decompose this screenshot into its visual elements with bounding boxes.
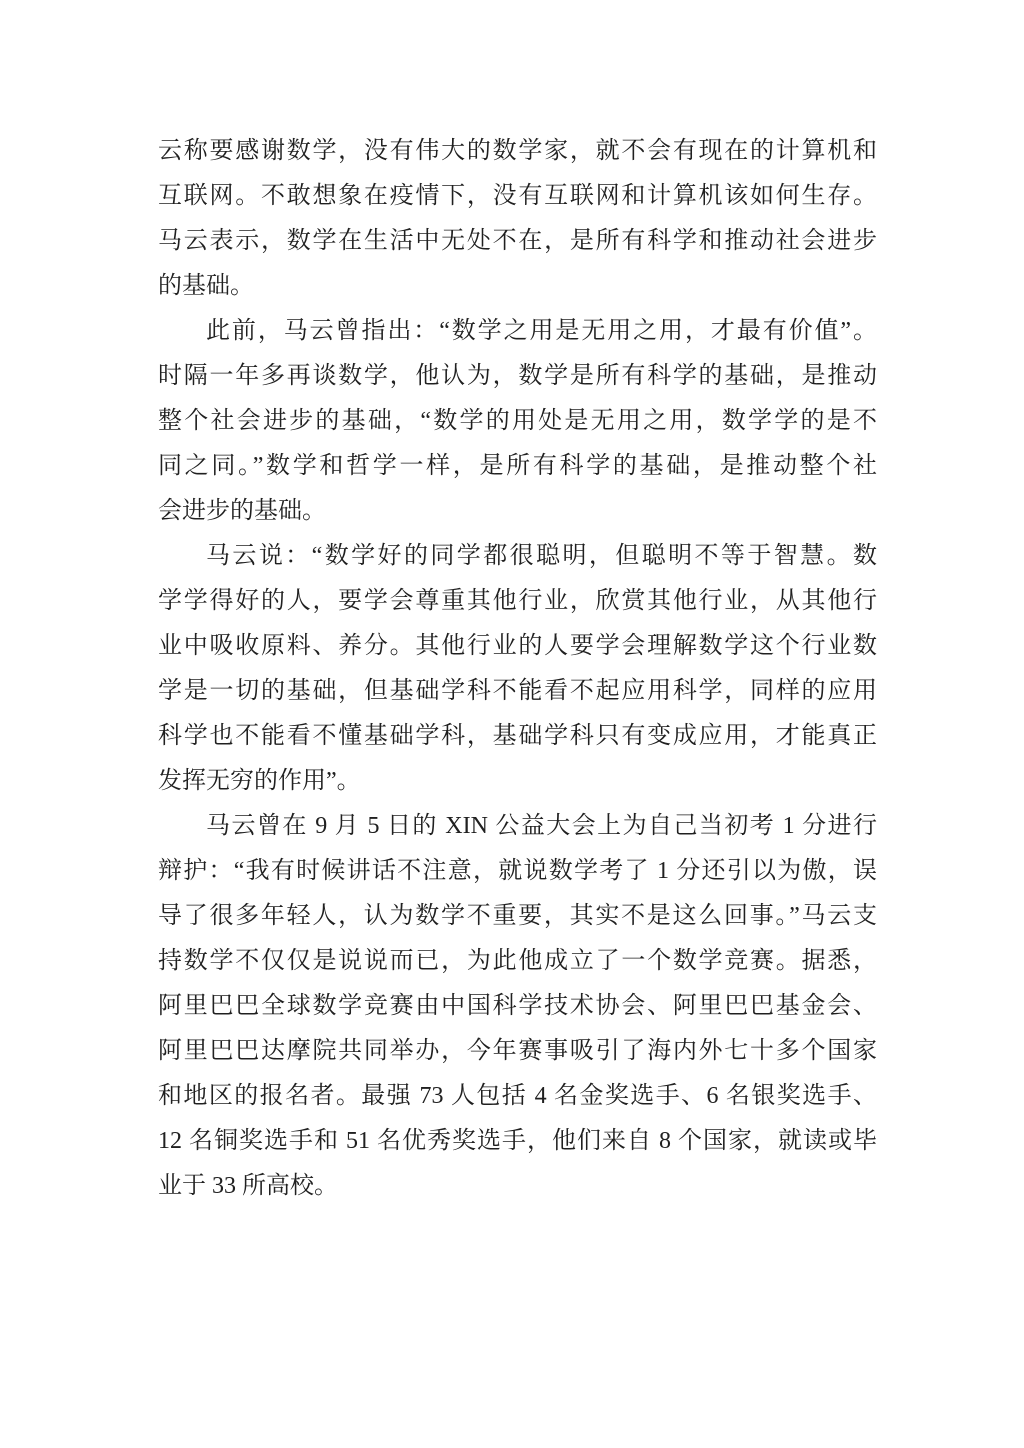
paragraph-2: [158, 309, 877, 534]
text-line: 和地区的报名者。最强 73 人包括 4 名金奖选手、6 名银奖选手、: [158, 1083, 877, 1109]
text-line: 互联网。不敢想象在疫情下，没有互联网和计算机该如何生存。: [158, 183, 877, 209]
text-line: 会进步的基础。: [158, 498, 326, 524]
text-line: 导了很多年轻人，认为数学不重要，其实不是这么回事。”马云支: [158, 903, 877, 929]
text-line: 阿里巴巴全球数学竞赛由中国科学技术协会、阿里巴巴基金会、: [158, 993, 877, 1019]
text-line: 发挥无穷的作用”。: [158, 768, 361, 794]
paragraph-4: [158, 804, 877, 1209]
text-line: 马云表示，数学在生活中无处不在，是所有科学和推动社会进步: [158, 228, 877, 254]
text-line: 时隔一年多再谈数学，他认为，数学是所有科学的基础，是推动: [158, 363, 877, 389]
text-line: 业中吸收原料、养分。其他行业的人要学会理解数学这个行业数: [158, 633, 877, 659]
document-body: [158, 129, 877, 1209]
text-line: 的基础。: [158, 273, 254, 299]
text-line: 马云说：“数学好的同学都很聪明，但聪明不等于智慧。数: [206, 543, 877, 569]
text-line: 整个社会进步的基础，“数学的用处是无用之用，数学学的是不: [158, 408, 877, 434]
paragraph-3: [158, 534, 877, 804]
text-line: 12 名铜奖选手和 51 名优秀奖选手，他们来自 8 个国家，就读或毕: [158, 1128, 877, 1154]
text-line: 辩护：“我有时候讲话不注意，就说数学考了 1 分还引以为傲，误: [158, 858, 877, 884]
text-line: 学是一切的基础，但基础学科不能看不起应用科学，同样的应用: [158, 678, 877, 704]
paragraph-1: [158, 129, 877, 309]
text-line: 同之同。”数学和哲学一样，是所有科学的基础，是推动整个社: [158, 453, 877, 479]
text-line: 云称要感谢数学，没有伟大的数学家，就不会有现在的计算机和: [158, 138, 877, 164]
text-line: 马云曾在 9 月 5 日的 XIN 公益大会上为自己当初考 1 分进行: [206, 813, 877, 839]
text-line: 此前，马云曾指出：“数学之用是无用之用，才最有价值”。: [206, 318, 877, 344]
text-line: 科学也不能看不懂基础学科，基础学科只有变成应用，才能真正: [158, 723, 877, 749]
text-line: 阿里巴巴达摩院共同举办，今年赛事吸引了海内外七十多个国家: [158, 1038, 877, 1064]
text-line: 持数学不仅仅是说说而已，为此他成立了一个数学竞赛。据悉，: [158, 948, 877, 974]
text-line: 业于 33 所高校。: [158, 1173, 338, 1199]
text-line: 学学得好的人，要学会尊重其他行业，欣赏其他行业，从其他行: [158, 588, 877, 614]
